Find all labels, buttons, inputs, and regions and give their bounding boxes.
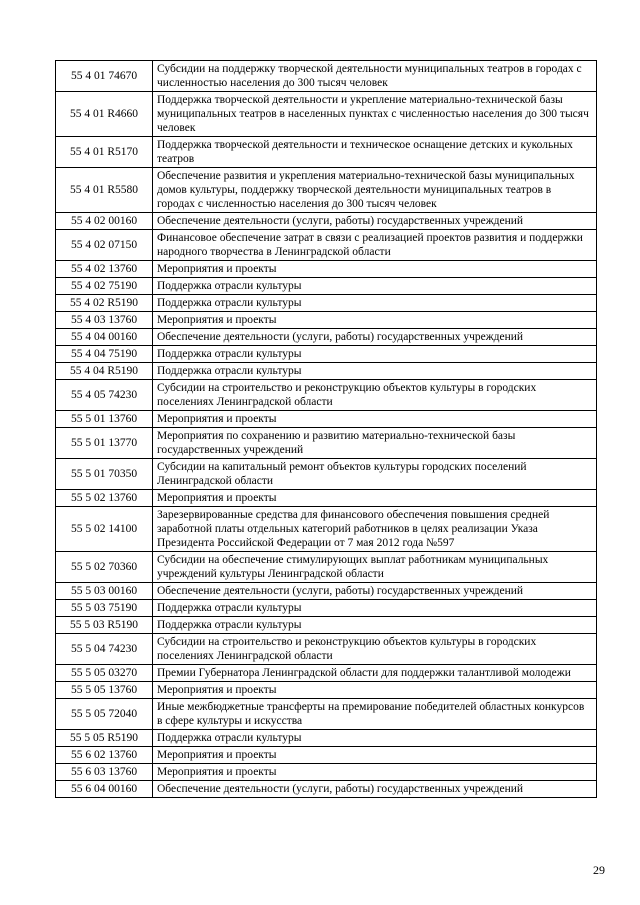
table-row xyxy=(56,168,597,213)
table-row xyxy=(56,346,597,363)
table-row xyxy=(56,583,597,600)
row-code: 55 5 02 13760 xyxy=(56,490,153,507)
table-row xyxy=(56,295,597,312)
row-description: Зарезервированные средства для финансового обеспечения повышения средней заработной платы отдельных категорий работников в целях реализации Указа Президента Российской Федерации от 7 мая 2012 года №597 xyxy=(153,507,597,552)
table-row xyxy=(56,634,597,665)
row-description: Обеспечение деятельности (услуги, работы) государственных учреждений xyxy=(153,213,597,230)
row-code: 55 4 03 13760 xyxy=(56,312,153,329)
row-description: Мероприятия и проекты xyxy=(153,312,597,329)
table-row xyxy=(56,459,597,490)
row-description: Мероприятия и проекты xyxy=(153,261,597,278)
table-row xyxy=(56,665,597,682)
row-code: 55 5 05 03270 xyxy=(56,665,153,682)
row-code: 55 4 04 75190 xyxy=(56,346,153,363)
row-code: 55 6 04 00160 xyxy=(56,781,153,798)
row-description: Поддержка творческой деятельности и укрепление материально-технической базы муниципальных театров в населенных пунктах с численностью населения до 300 тысяч человек xyxy=(153,92,597,137)
row-code: 55 5 04 74230 xyxy=(56,634,153,665)
row-code: 55 5 03 00160 xyxy=(56,583,153,600)
row-description: Поддержка отрасли культуры xyxy=(153,346,597,363)
row-description: Поддержка отрасли культуры xyxy=(153,617,597,634)
table-row xyxy=(56,329,597,346)
table-row xyxy=(56,764,597,781)
table-row xyxy=(56,699,597,730)
row-code: 55 4 02 R5190 xyxy=(56,295,153,312)
table-row xyxy=(56,552,597,583)
table-row xyxy=(56,490,597,507)
row-code: 55 4 02 00160 xyxy=(56,213,153,230)
row-description: Обеспечение деятельности (услуги, работы) государственных учреждений xyxy=(153,781,597,798)
row-description: Иные межбюджетные трансферты на премирование победителей областных конкурсов в сфере культуры и искусства xyxy=(153,699,597,730)
row-code: 55 5 02 14100 xyxy=(56,507,153,552)
row-description: Мероприятия и проекты xyxy=(153,411,597,428)
table-row xyxy=(56,411,597,428)
row-description: Субсидии на капитальный ремонт объектов культуры городских поселений Ленинградской области xyxy=(153,459,597,490)
row-description: Мероприятия по сохранению и развитию материально-технической базы государственных учреждений xyxy=(153,428,597,459)
row-code: 55 5 01 13760 xyxy=(56,411,153,428)
table-body xyxy=(56,61,597,798)
table-row xyxy=(56,363,597,380)
table-row xyxy=(56,230,597,261)
table-row xyxy=(56,428,597,459)
row-description: Поддержка отрасли культуры xyxy=(153,278,597,295)
row-code: 55 5 01 70350 xyxy=(56,459,153,490)
row-description: Мероприятия и проекты xyxy=(153,682,597,699)
row-code: 55 6 03 13760 xyxy=(56,764,153,781)
row-description: Поддержка творческой деятельности и техническое оснащение детских и кукольных театров xyxy=(153,137,597,168)
budget-classification-table xyxy=(55,60,597,798)
row-description: Обеспечение развития и укрепления материально-технической базы муниципальных домов культуры, поддержку творческой деятельности муниципальных театров в городах с численностью населения до 300 тысяч человек xyxy=(153,168,597,213)
row-code: 55 5 01 13770 xyxy=(56,428,153,459)
row-code: 55 4 04 00160 xyxy=(56,329,153,346)
row-description: Поддержка отрасли культуры xyxy=(153,730,597,747)
row-description: Мероприятия и проекты xyxy=(153,747,597,764)
row-description: Финансовое обеспечение затрат в связи с реализацией проектов развития и поддержки народного творчества в Ленинградской области xyxy=(153,230,597,261)
table-row xyxy=(56,380,597,411)
row-code: 55 4 02 75190 xyxy=(56,278,153,295)
row-code: 55 4 01 R5580 xyxy=(56,168,153,213)
table-row xyxy=(56,507,597,552)
table-row xyxy=(56,137,597,168)
row-code: 55 5 05 72040 xyxy=(56,699,153,730)
table-row xyxy=(56,278,597,295)
table-row xyxy=(56,781,597,798)
row-code: 55 5 05 R5190 xyxy=(56,730,153,747)
row-code: 55 4 05 74230 xyxy=(56,380,153,411)
table-row xyxy=(56,92,597,137)
row-description: Обеспечение деятельности (услуги, работы) государственных учреждений xyxy=(153,329,597,346)
page-number: 29 xyxy=(593,863,605,877)
row-code: 55 5 03 75190 xyxy=(56,600,153,617)
row-code: 55 4 01 74670 xyxy=(56,61,153,92)
row-description: Обеспечение деятельности (услуги, работы) государственных учреждений xyxy=(153,583,597,600)
row-description: Поддержка отрасли культуры xyxy=(153,295,597,312)
row-description: Премии Губернатора Ленинградской области для поддержки талантливой молодежи xyxy=(153,665,597,682)
row-code: 55 6 02 13760 xyxy=(56,747,153,764)
row-code: 55 5 05 13760 xyxy=(56,682,153,699)
row-description: Субсидии на поддержку творческой деятельности муниципальных театров в городах с численностью населения до 300 тысяч человек xyxy=(153,61,597,92)
row-description: Поддержка отрасли культуры xyxy=(153,363,597,380)
table-row xyxy=(56,730,597,747)
row-code: 55 4 02 13760 xyxy=(56,261,153,278)
row-code: 55 5 03 R5190 xyxy=(56,617,153,634)
row-code: 55 4 01 R5170 xyxy=(56,137,153,168)
row-description: Мероприятия и проекты xyxy=(153,490,597,507)
row-description: Мероприятия и проекты xyxy=(153,764,597,781)
table-row xyxy=(56,213,597,230)
row-code: 55 4 02 07150 xyxy=(56,230,153,261)
row-code: 55 5 02 70360 xyxy=(56,552,153,583)
table-row xyxy=(56,312,597,329)
row-code: 55 4 01 R4660 xyxy=(56,92,153,137)
row-description: Субсидии на обеспечение стимулирующих выплат работникам муниципальных учреждений культуры Ленинградской области xyxy=(153,552,597,583)
table-row xyxy=(56,261,597,278)
table-row xyxy=(56,61,597,92)
table-row xyxy=(56,617,597,634)
row-code: 55 4 04 R5190 xyxy=(56,363,153,380)
table-row xyxy=(56,682,597,699)
table-row xyxy=(56,747,597,764)
table-row xyxy=(56,600,597,617)
row-description: Поддержка отрасли культуры xyxy=(153,600,597,617)
row-description: Субсидии на строительство и реконструкцию объектов культуры в городских поселениях Ленинградской области xyxy=(153,380,597,411)
row-description: Субсидии на строительство и реконструкцию объектов культуры в городских поселениях Ленинградской области xyxy=(153,634,597,665)
